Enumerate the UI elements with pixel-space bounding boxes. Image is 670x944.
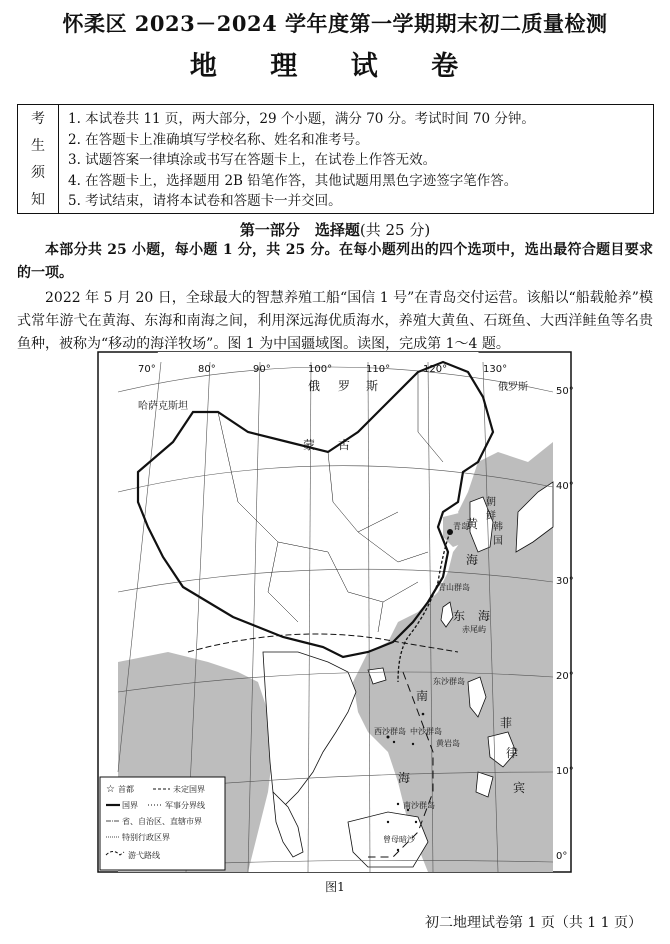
place-label: 俄罗斯 xyxy=(498,382,528,393)
place-label: 律 xyxy=(506,746,519,760)
lon-label: 70° xyxy=(138,364,156,375)
figure-caption: 图1 xyxy=(325,880,345,894)
place-label: 青岛 xyxy=(453,522,469,531)
lon-label: 90° xyxy=(253,364,271,375)
section-heading xyxy=(0,219,670,240)
section-instruction: 本部分共 25 小题，每小题 1 分，共 25 分。在每小题列出的四个选项中，选出最符合题目要求的一项。 xyxy=(17,242,653,281)
notice-item: 1. 本试卷共 11 页，两大部分，29 个小题，满分 70 分。考试时间 70 分钟。 xyxy=(68,111,535,127)
china-territory-map xyxy=(98,352,574,872)
place-label: 黄岩岛 xyxy=(436,739,460,748)
lat-label: 50° xyxy=(556,386,574,397)
place-label: 赤尾屿 xyxy=(462,625,486,634)
notice-label-char: 须 xyxy=(31,165,45,181)
place-label: 斯 xyxy=(366,379,379,393)
place-label: 青山群岛 xyxy=(438,583,470,592)
legend-item: 国界 xyxy=(122,801,138,810)
place-label: 蒙 xyxy=(303,438,316,452)
place-label: 海 xyxy=(466,553,479,567)
page-footer: 初二地理试卷第 1 页（共 1 1 页） xyxy=(425,915,642,931)
place-label: 菲 xyxy=(500,716,513,730)
notice-item: 4. 在答题卡上，选择题用 2B 铅笔作答，其他试题用黑色字迹签字笔作答。 xyxy=(68,172,518,189)
lon-label: 130° xyxy=(483,364,508,375)
question-intro: 2022 年 5 月 20 日，全球最大的智慧养殖工船“国信 1 号”在青岛交付运营。该船以“船载舱养”模式常年游弋在黄海、东海和南海之间，利用深远海优质海水，养殖大黄鱼、石斑鱼、大西洋鲑鱼等名贵鱼种，被称为“移动的海洋牧场”。图 1 为中国疆域图。读图，完成第 1～4 题。 xyxy=(17,290,653,352)
exam-title: 怀柔区 2023－2024 学年度第一学期期末初二质量检测 xyxy=(62,11,608,36)
legend-item: 省、自治区、直辖市界 xyxy=(122,817,202,826)
lat-label: 40° xyxy=(556,481,574,492)
notice-label-char: 知 xyxy=(31,192,45,208)
subject-title: 地 理 试 卷 xyxy=(189,51,481,82)
place-label: 海 xyxy=(398,771,411,785)
place-label: 南沙群岛 xyxy=(403,801,435,810)
place-label: 宾 xyxy=(513,781,526,795)
legend-item: 特别行政区界 xyxy=(122,833,170,842)
legend-item: 游弋路线 xyxy=(128,851,160,860)
lon-label: 100° xyxy=(308,364,333,375)
legend-item: 未定国界 xyxy=(173,785,205,794)
lat-label: 0° xyxy=(556,851,568,862)
notice-label xyxy=(18,105,59,213)
notice-item: 3. 试题答案一律填涂或书写在答题卡上，在试卷上作答无效。 xyxy=(68,152,437,168)
place-label: 俄 xyxy=(308,379,321,393)
map-legend xyxy=(100,777,225,870)
place-label: 鲜 xyxy=(486,511,496,522)
place-label: 东沙群岛 xyxy=(433,677,465,686)
lat-label: 30° xyxy=(556,576,574,587)
notice-item: 5. 考试结束，请将本试卷和答题卡一并交回。 xyxy=(68,193,342,209)
place-label: 黄 xyxy=(466,517,479,531)
lat-label: 20° xyxy=(556,671,574,682)
place-label: 西沙群岛 xyxy=(374,727,406,736)
place-label: 韩 xyxy=(493,522,503,533)
section-subtitle: (共 25 分) xyxy=(359,221,431,239)
notice-list xyxy=(68,109,535,212)
notice-label-char: 考 xyxy=(31,111,45,127)
capital-icon: ☆ xyxy=(106,784,115,795)
notice-item: 2. 在答题卡上准确填写学校名称、姓名和准考号。 xyxy=(68,131,369,148)
place-label: 中沙群岛 xyxy=(410,727,442,736)
place-label: 南 xyxy=(416,689,429,703)
place-label: 海 xyxy=(478,609,491,623)
lon-label: 110° xyxy=(366,364,391,375)
place-label: 古 xyxy=(338,438,351,452)
lon-label: 80° xyxy=(198,364,216,375)
place-label: 罗 xyxy=(338,379,351,393)
place-label: 朝 xyxy=(486,497,496,508)
place-label: 国 xyxy=(493,536,503,547)
place-label: 东 xyxy=(453,609,466,623)
section-title: 第一部分 选择题 xyxy=(239,221,360,239)
notice-box xyxy=(17,104,654,214)
lon-label: 120° xyxy=(423,364,448,375)
place-label: 哈萨克斯坦 xyxy=(138,401,188,412)
legend-item: 军事分界线 xyxy=(165,801,205,810)
place-label: 曾母暗沙 xyxy=(383,835,415,844)
notice-label-char: 生 xyxy=(31,138,45,154)
lat-label: 10° xyxy=(556,766,574,777)
legend-item: 首都 xyxy=(118,785,134,794)
